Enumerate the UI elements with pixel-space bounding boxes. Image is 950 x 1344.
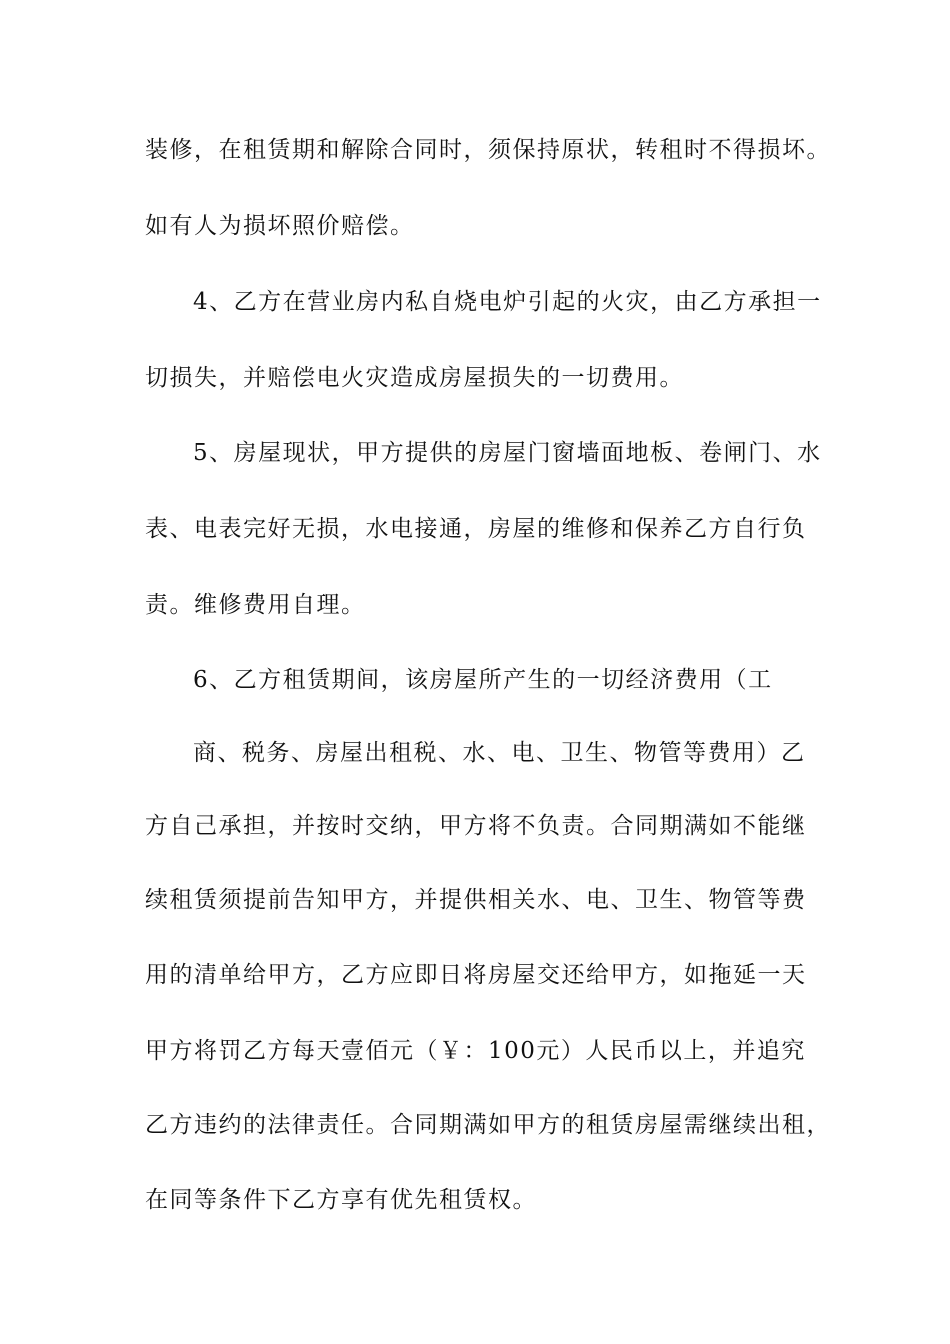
text-line: 续租赁须提前告知甲方，并提供相关水、电、卫生、物管等费 xyxy=(145,887,807,913)
text-line: 切损失，并赔偿电火灾造成房屋损失的一切费用。 xyxy=(145,365,684,391)
text-line: 装修，在租赁期和解除合同时，须保持原状，转租时不得损坏。 xyxy=(145,137,831,163)
paragraph-start-line: 5、房屋现状，甲方提供的房屋门窗墙面地板、卷闸门、水 xyxy=(193,440,822,466)
text-line: 责。维修费用自理。 xyxy=(145,592,366,618)
text-line: 用的清单给甲方，乙方应即日将房屋交还给甲方，如拖延一天 xyxy=(145,962,807,988)
text-line: 在同等条件下乙方享有优先租赁权。 xyxy=(145,1187,537,1213)
paragraph-start-line: 6、乙方租赁期间，该房屋所产生的一切经济费用（工 xyxy=(193,667,773,693)
text-line: 表、电表完好无损，水电接通，房屋的维修和保养乙方自行负 xyxy=(145,516,807,542)
text-line: 如有人为损坏照价赔偿。 xyxy=(145,213,415,239)
text-line: 商、税务、房屋出租税、水、电、卫生、物管等费用）乙 xyxy=(193,740,806,766)
text-line: 方自己承担，并按时交纳，甲方将不负责。合同期满如不能继 xyxy=(145,813,807,839)
text-line: 甲方将罚乙方每天壹佰元（￥：100元）人民币以上，并追究 xyxy=(145,1038,806,1064)
text-line: 乙方违约的法律责任。合同期满如甲方的租赁房屋需继续出租， xyxy=(145,1112,831,1138)
paragraph-start-line: 4、乙方在营业房内私自烧电炉引起的火灾，由乙方承担一 xyxy=(193,289,822,315)
